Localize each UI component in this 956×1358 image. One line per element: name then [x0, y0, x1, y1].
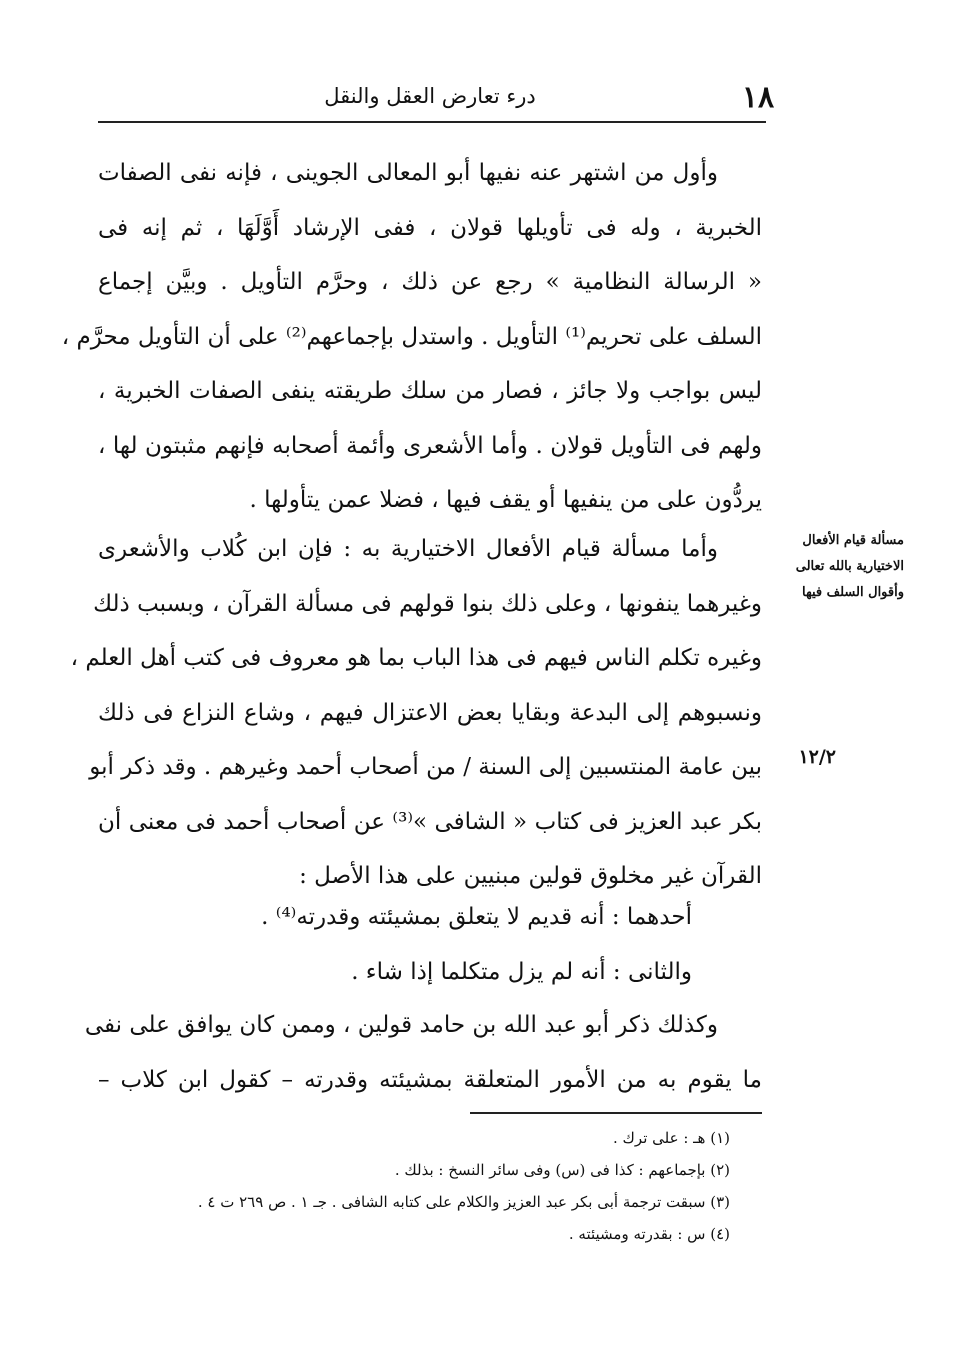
text-line: بكر عبد العزيز فى كتاب « الشافى »⁽³⁾ عن أصحاب أحمد فى معنى أن — [98, 808, 762, 835]
text-line: ولهم فى التأويل قولان . وأما الأشعرى وأئمة أصحابه فإنهم مثبتون لها ، — [98, 432, 762, 459]
text-line: يردُّون على من ينفيها أو يقف فيها ، فضلا عمن يتأولها . — [249, 487, 762, 513]
paragraph-1 — [61, 146, 762, 528]
footnote: (١) هـ : على ترك . — [613, 1129, 730, 1147]
header-rule — [98, 121, 766, 123]
text-line: السلف على تحريم⁽¹⁾ التأويل . واستدل بإجماعهم⁽²⁾ على أن التأويل محرَّم ، — [61, 323, 762, 350]
paragraph-4 — [84, 998, 762, 1107]
text-line: « الرسالة النظامية » رجع عن ذلك ، وحرَّم التأويل . وبيَّن إجماع — [98, 269, 762, 295]
footnote: (٢) بإجماعهم : كذا فى (س) وفى سائر النسخ : بذلك . — [394, 1161, 730, 1179]
text-line: ونسبوهم إلى البدعة وبقايا بعض الاعتزال فيهم ، وشاع النزاع فى ذلك — [98, 699, 762, 726]
text-line: وكذلك ذكر أبو عبد الله بن حامد قولين ، وممن كان يوافق على نفى — [84, 1012, 718, 1038]
running-title: درء تعارض العقل والنقل — [324, 84, 536, 108]
margin-note-line: الاختيارية بالله تعالى — [795, 559, 904, 574]
footnote: (٤) س : بقدرته ومشيئته . — [568, 1225, 730, 1243]
text-line: ليس بواجب ولا جائز ، فصار من سلك طريقته ينفى الصفات الخبرية ، — [98, 378, 762, 404]
margin-page-reference: ١٢/٢ — [798, 746, 836, 768]
text-line: وغيره تكلم الناس فيهم فى هذا الباب بما هو معروف فى كتب أهل العلم ، — [70, 645, 762, 671]
margin-note — [776, 528, 904, 606]
paragraph-2 — [70, 522, 762, 904]
text-line: وأول من اشتهر عنه نفيها أبو المعالى الجوينى ، فإنه نفى الصفات — [98, 160, 718, 186]
text-line: الخبرية ، وله فى تأويلها قولان ، ففى الإرشاد أَوَّلَهَا ، ثم إنه فى — [98, 214, 762, 241]
footnote-rule — [470, 1112, 762, 1114]
text-line: وغيرهما ينفونها ، وعلى ذلك بنوا قولهم فى مسألة القرآن ، وبسبب ذلك — [93, 590, 762, 617]
footnotes — [90, 1122, 730, 1250]
text-line: ما يقوم به من الأمور المتعلقة بمشيئته وقدرته – كقول ابن كلاب – — [98, 1066, 762, 1093]
footnote: (٣) سبقت ترجمة أبى بكر عبد العزيز والكلام على كتابه الشافى . جـ ١ . ص ٢٦٩ ت ٤ . — [197, 1193, 730, 1211]
text-line: وأما مسألة قيام الأفعال الاختيارية به : فإن ابن كُلاب والأشعرى — [98, 536, 718, 562]
text-line: القرآن غير مخلوق قولين مبنيين على هذا الأصل : — [299, 863, 762, 889]
margin-note-line: وأقوال السلف فيها — [802, 585, 904, 600]
page-number: ١٨ — [741, 80, 775, 115]
list-item: أحدهما : أنه قديم لا يتعلق بمشيئته وقدرته⁽⁴⁾ . — [261, 904, 692, 930]
list-item: والثانى : أنه لم يزل متكلما إذا شاء . — [351, 958, 692, 985]
text-line: بين عامة المنتسبين إلى السنة / من أصحاب أحمد وغيرهم . وقد ذكر أبو — [89, 754, 762, 780]
paragraph-3 — [98, 890, 762, 999]
margin-note-line: مسألة قيام الأفعال — [802, 533, 904, 548]
